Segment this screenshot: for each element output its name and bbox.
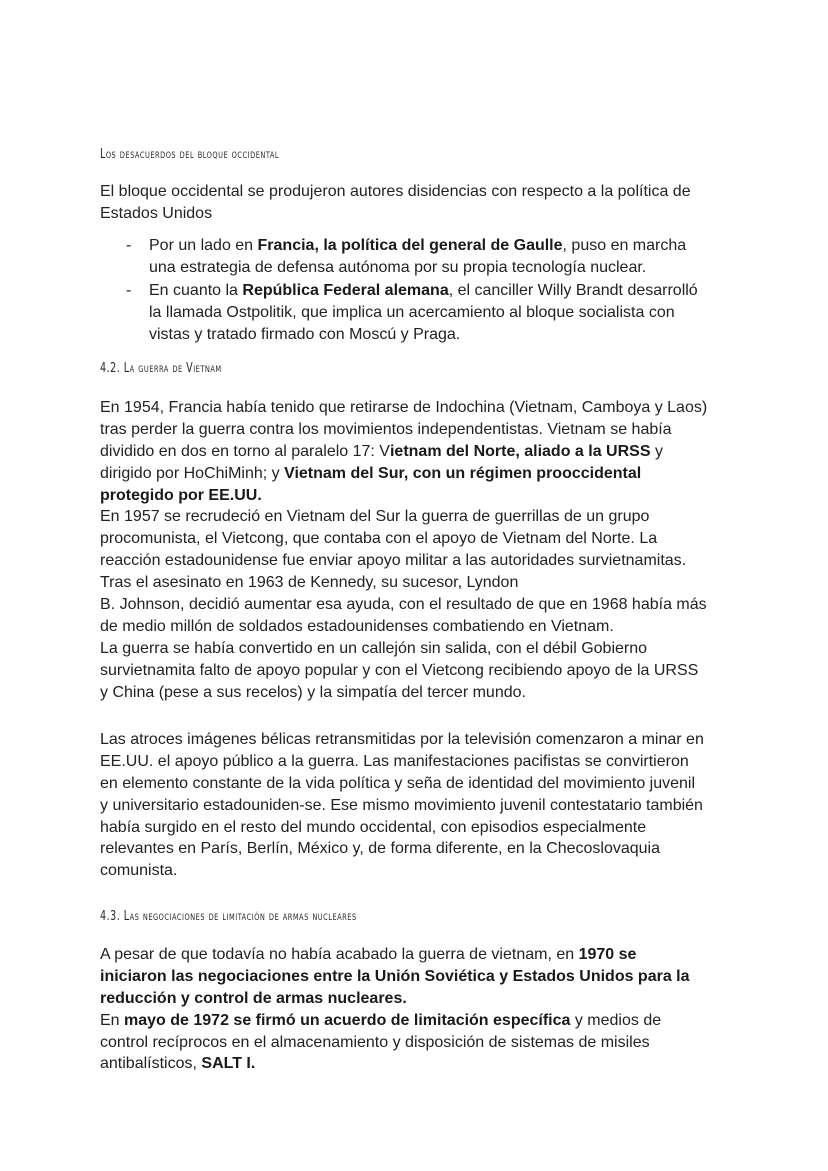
text-run: En — [100, 1011, 125, 1029]
bold-text: iniciaron las negociaciones entre la Unión Soviética y Estados Unidos para la — [100, 967, 690, 985]
text-line — [100, 616, 707, 638]
text-run: , puso en marcha — [562, 237, 687, 254]
text-run: una estrategia de defensa autónoma por su propia tecnología nuclear. — [149, 258, 647, 276]
text-line — [100, 257, 686, 279]
text-run: dirigido por HoChiMinh; y — [100, 464, 285, 482]
text-line — [100, 235, 686, 257]
text-line — [100, 280, 698, 302]
paragraph — [100, 944, 690, 1075]
text-line — [100, 506, 707, 528]
text-run: La guerra se había convertido en un callejón sin salida, con el débil Gobierno — [100, 639, 648, 657]
text-line — [100, 1053, 690, 1075]
paragraph — [100, 729, 704, 882]
bullet-marker: - — [126, 237, 132, 254]
text-line — [100, 860, 704, 882]
text-line — [100, 773, 704, 795]
text-line — [100, 572, 707, 594]
text-run: y medios de — [570, 1011, 662, 1029]
text-run: Tras el asesinato en 1963 de Kennedy, su sucesor, Lyndon — [100, 574, 519, 592]
text-run: de medio millón de soldados estadounidenses combatiendo en Vietnam. — [100, 617, 614, 635]
section-heading-negociaciones: 4.3. Las negociaciones de limitación de armas nucleares — [100, 909, 357, 924]
text-run: antibalísticos, — [100, 1055, 202, 1073]
text-line — [100, 324, 698, 346]
text-line — [100, 838, 704, 860]
text-line — [100, 550, 707, 572]
text-run: En 1957 se recrudeció en Vietnam del Sur la guerra de guerrillas de un grupo — [100, 508, 650, 526]
text-line — [100, 817, 704, 839]
bullet-item — [100, 235, 686, 279]
text-line — [100, 181, 691, 203]
text-run: En cuanto la — [149, 282, 243, 299]
text-line — [100, 441, 707, 463]
paragraph — [100, 181, 691, 225]
section-heading-desacuerdos: Los desacuerdos del bloque occidental — [100, 147, 280, 162]
text-line — [100, 944, 690, 966]
bold-text: 1970 se — [578, 946, 637, 963]
bold-text: protegido por EE.UU. — [100, 486, 262, 504]
bold-text: Vietnam del Sur, con un régimen prooccidental — [284, 464, 642, 482]
text-run: dividido en dos en torno al paralelo 17: V — [100, 442, 390, 460]
text-run: procomunista, el Vietcong, que contaba con el apoyo de Vietnam del Norte. La — [100, 530, 658, 548]
text-run: en elemento constante de la vida política y seña de identidad del movimiento juvenil — [100, 774, 696, 792]
text-run: tras perder la guerra contra los movimientos independentistas. Vietnam se había — [100, 420, 672, 438]
text-run: Estados Unidos — [100, 204, 213, 222]
text-line — [100, 1032, 690, 1054]
text-run: la llamada Ostpolitik, que implica un acercamiento al bloque socialista con — [149, 303, 675, 321]
text-line — [100, 795, 704, 817]
text-line — [100, 1010, 690, 1032]
text-line — [100, 638, 707, 660]
paragraph — [100, 397, 707, 703]
text-line — [100, 419, 707, 441]
text-run: vistas y tratado firmado con Moscú y Praga. — [149, 325, 461, 343]
bold-text: reducción y control de armas nucleares. — [100, 989, 407, 1007]
text-run: A pesar de que todavía no había acabado la guerra de vietnam, en — [100, 946, 579, 963]
text-run: Por un lado en — [149, 237, 258, 254]
text-line — [100, 594, 707, 616]
text-run: survietnamita falto de apoyo popular y con el Vietcong recibiendo apoyo de la URSS — [100, 661, 699, 679]
bold-text: República Federal alemana — [242, 282, 449, 299]
text-run: y China (pese a sus recelos) y la simpatía del tercer mundo. — [100, 683, 526, 701]
text-run: comunista. — [100, 862, 178, 880]
text-run: relevantes en París, Berlín, México y, de forma diferente, en la Checoslovaquia — [100, 840, 660, 858]
text-run: Las atroces imágenes bélicas retransmitidas por la televisión comenzaron a minar en — [100, 731, 704, 748]
text-run: El bloque occidental se produjeron autores disidencias con respecto a la política de — [100, 183, 691, 200]
text-line — [100, 528, 707, 550]
section-heading-vietnam: 4.2. La guerra de Vietnam — [100, 361, 222, 376]
bold-text: Francia, la política del general de Gaulle — [257, 237, 563, 254]
text-line — [100, 988, 690, 1010]
text-line — [100, 397, 707, 419]
text-run: B. Johnson, decidió aumentar esa ayuda, con el resultado de que en 1968 había más — [100, 596, 707, 614]
text-run: , el canciller Willy Brandt desarrolló — [448, 282, 698, 299]
bullet-item — [100, 280, 698, 346]
bold-text: SALT I. — [201, 1055, 256, 1073]
bold-text: mayo de 1972 se firmó un acuerdo de limitación específica — [124, 1011, 571, 1029]
text-line — [100, 302, 698, 324]
text-line — [100, 966, 690, 988]
text-run: control recíprocos en el almacenamiento y disposición de sistemas de misiles — [100, 1033, 650, 1051]
text-line — [100, 485, 707, 507]
text-run: En 1954, Francia había tenido que retirarse de Indochina (Vietnam, Camboya y Laos) — [100, 399, 708, 416]
text-line — [100, 751, 704, 773]
text-line — [100, 729, 704, 751]
text-run: y universitario estadouniden-se. Ese mismo movimiento juvenil contestatario también — [100, 796, 703, 814]
text-run: reacción estadounidense fue enviar apoyo militar a las autoridades survietnamitas. — [100, 552, 687, 570]
text-line — [100, 682, 707, 704]
text-run: había surgido en el resto del mundo occidental, con episodios especialmente — [100, 818, 647, 836]
bold-text: ietnam del Norte, aliado a la URSS — [389, 442, 651, 460]
text-line — [100, 203, 691, 225]
text-run: EE.UU. el apoyo público a la guerra. Las manifestaciones pacifistas se convirtieron — [100, 752, 689, 770]
bullet-marker: - — [126, 282, 132, 299]
text-run: y — [650, 442, 663, 460]
text-line — [100, 463, 707, 485]
text-line — [100, 660, 707, 682]
